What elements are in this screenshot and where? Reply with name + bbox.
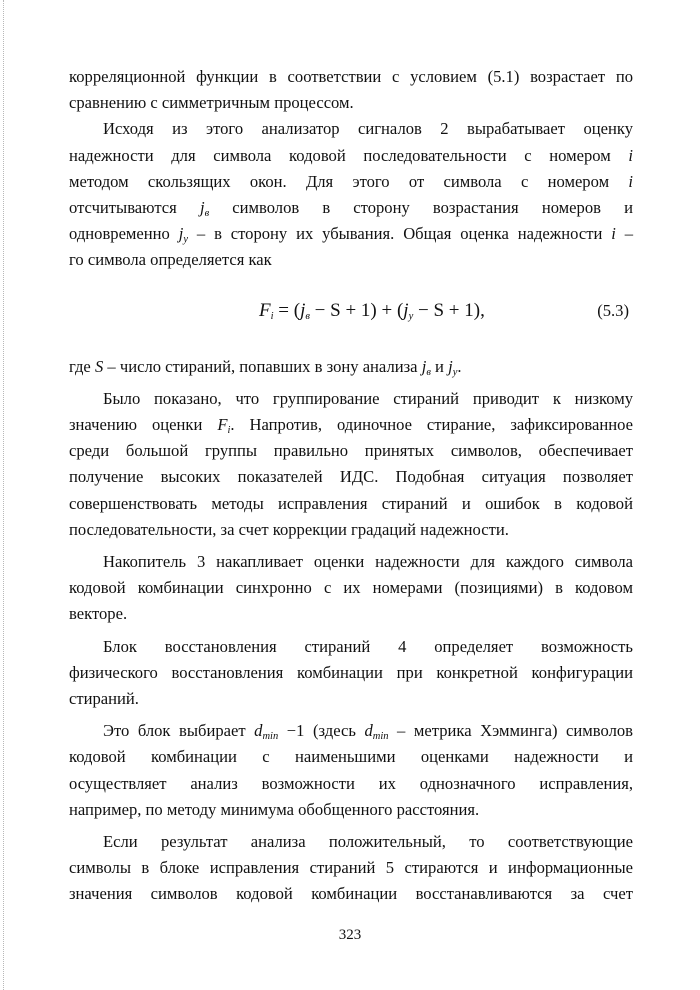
text-line: Исходя из этого анализатор сигналов 2 вырабатывает оценку: [103, 119, 633, 139]
text-line: методом скользящих окон. Для этого от символа с номером i: [69, 171, 633, 191]
text-line: Это блок выбирает $d_{min} -1$ (здесь $d_{min}$ – метрика Хэмминга) символов: [103, 721, 634, 743]
text-line: получение высоких показателей ИДС. Подобная ситуация позволяет: [69, 467, 633, 487]
text-line: например, по методу минимума обобщенного расстояния.: [69, 799, 480, 819]
text-line: символы в блоке исправления стираний 5 стираются и информационные: [69, 858, 633, 878]
text-line: осуществляет анализ возможности их однозначного исправления,: [69, 773, 633, 793]
text-line: среди большой группы правильно принятых символов, обеспечивает: [69, 441, 633, 461]
text-line: кодовой комбинации синхронно с их номерами (позициями) в кодовом: [69, 578, 633, 598]
math-j-y: $j_у$: [178, 224, 189, 246]
formula-5-3: [69, 284, 633, 346]
text-line: стираний.: [69, 689, 139, 709]
page-number: 323: [338, 927, 362, 943]
text-line: физического восстановления комбинации при конкретной конфигурации: [69, 662, 633, 682]
text-line: надежности для символа кодовой последовательности с номером i: [69, 145, 633, 165]
text-line: Было показано, что группирование стираний приводит к низкому: [103, 388, 633, 408]
text-line: значению оценки $F_i$. Напротив, одиночное стирание, зафиксированное: [69, 415, 633, 437]
text-line: кодовой комбинации с наименьшими оценками надежности и: [69, 747, 633, 767]
text-line: одновременно $j_у$ – в сторону их убывания. Общая оценка надежности i –: [69, 224, 634, 246]
document-body: [69, 64, 633, 908]
text-line: Блок восстановления стираний 4 определяет возможность: [103, 636, 633, 656]
text-line: векторе.: [69, 604, 128, 624]
text-line: Если результат анализа положительный, то соответствующие: [103, 832, 633, 852]
formula-expression: $F_i = (j_в - S + 1) + (j_у - S + 1)$,: [259, 299, 485, 322]
math-j-v: $j_в$: [199, 198, 210, 220]
page-edge-dots: [3, 0, 4, 990]
text-line: Накопитель 3 накапливает оценки надежности для каждого символа: [103, 552, 633, 572]
text-line: совершенствовать методы исправления стираний и ошибок в кодовой: [69, 493, 633, 513]
text-line: значения символов кодовой комбинации восстанавливаются за счет: [69, 884, 633, 904]
text-line: где S – число стираний, попавших в зону анализа $j_в$ и $j_у$.: [69, 356, 462, 378]
text-line: корреляционной функции в соответствии с условием (5.1) возрастает по: [69, 67, 633, 86]
text-line: отсчитываются $j_в$ символов в сторону возрастания номеров и: [69, 198, 633, 220]
text-line: сравнению с симметричным процессом.: [69, 93, 354, 113]
text-line: го символа определяется как: [69, 250, 272, 270]
text-line: последовательности, за счет коррекции градаций надежности.: [69, 519, 509, 539]
formula-number: (5.3): [597, 300, 629, 320]
